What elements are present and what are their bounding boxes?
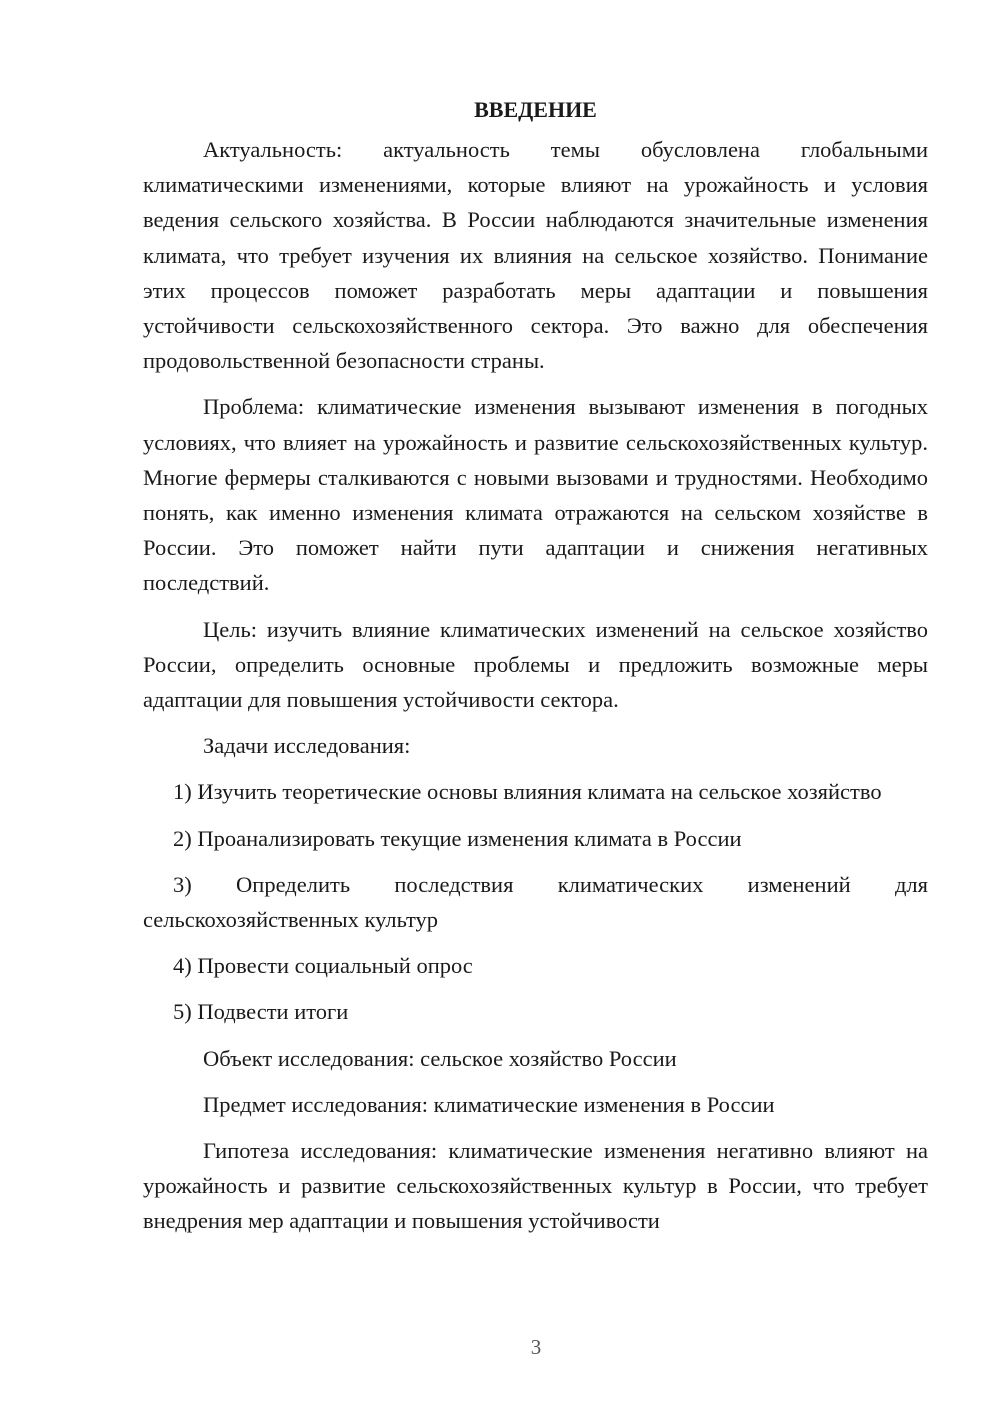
- page-content: [143, 92, 928, 1250]
- task-item-3: 3) Определить последствия климатических изменений для сельскохозяйственных культур: [143, 871, 928, 933]
- paragraph-hypothesis: Гипотеза исследования: климатические изменения негативно влияют на урожайность и развитие сельскохозяйственных культур в России, что требует внедрения мер адаптации и повышения устойчивости: [143, 1138, 928, 1234]
- paragraph-goal: Цель: изучить влияние климатических изменений на сельское хозяйство России, определить основные проблемы и предложить возможные меры адаптации для повышения устойчивости сектора.: [143, 616, 928, 713]
- task-item-5: 5) Подвести итоги: [173, 999, 349, 1025]
- section-title: ВВЕДЕНИЕ: [474, 97, 597, 122]
- task-item-1: 1) Изучить теоретические основы влияния климата на сельское хозяйство: [173, 779, 882, 805]
- page-number: 3: [530, 1335, 542, 1359]
- paragraph-subject: Предмет исследования: климатические изменения в России: [203, 1091, 775, 1117]
- paragraph-problem: Проблема: климатические изменения вызывают изменения в погодных условиях, что влияет на урожайность и развитие сельскохозяйственных культур. Многие фермеры сталкиваются с новыми вызовами и трудностями. Необходимо понять, как именно изменения климата отражаются на сельском хозяйстве в России. Это поможет найти пути адаптации и снижения негативных последствий.: [143, 394, 928, 596]
- tasks-heading: Задачи исследования:: [203, 733, 411, 759]
- task-item-4: 4) Провести социальный опрос: [173, 953, 473, 979]
- task-item-2: 2) Проанализировать текущие изменения климата в России: [173, 825, 742, 851]
- paragraph-object: Объект исследования: сельское хозяйство России: [203, 1045, 677, 1071]
- paragraph-relevance: Актуальность: актуальность темы обусловлена глобальными климатическими изменениями, которые влияют на урожайность и условия ведения сельского хозяйства. В России наблюдаются значительные изменения климата, что требует изучения их влияния на сельское хозяйство. Понимание этих процессов поможет разработать меры адаптации и повышения устойчивости сельскохозяйственного сектора. Это важно для обеспечения продовольственной безопасности страны.: [143, 137, 928, 374]
